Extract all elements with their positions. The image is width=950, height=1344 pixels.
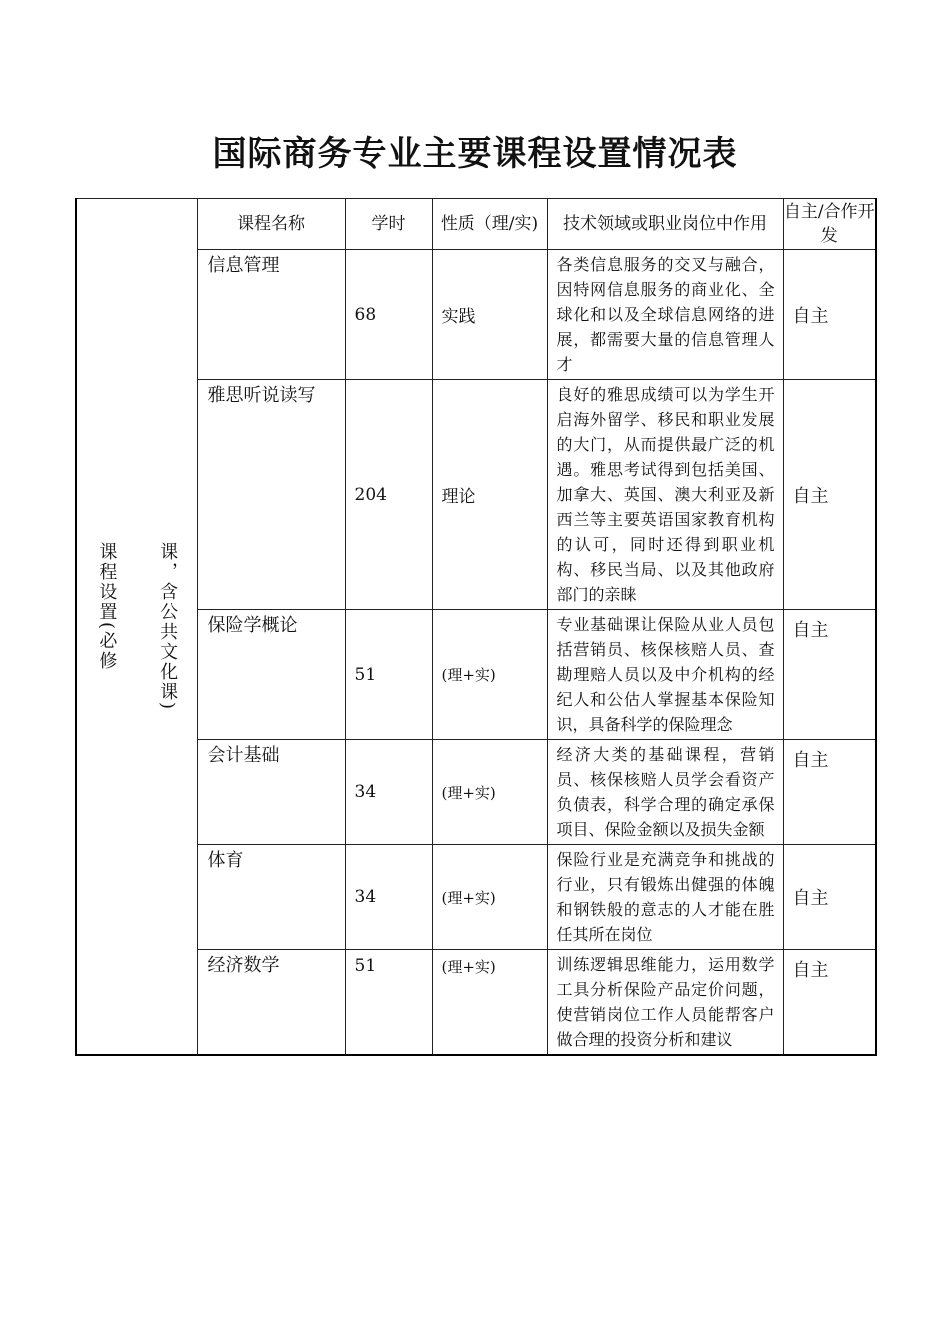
header-development: 自主/合作开发 [783, 199, 876, 250]
header-hours: 学时 [345, 199, 432, 250]
course-name: 会计基础 [197, 740, 345, 845]
course-name: 保险学概论 [197, 610, 345, 740]
course-name: 经济数学 [197, 950, 345, 1056]
course-description: 专业基础课让保险从业人员包括营销员、核保核赔人员、查勘理赔人员以及中介机构的经纪人和公估人掌握基本保险知识，具备科学的保险理念 [547, 610, 783, 740]
course-hours: 34 [345, 740, 432, 845]
category-label-part1: 课程设置(必修 [96, 541, 118, 671]
course-description: 各类信息服务的交叉与融合，因特网信息服务的商业化、全球化和以及全球信息网络的进展，都需要大量的信息管理人才 [547, 250, 783, 380]
course-development: 自主 [783, 845, 876, 950]
course-development: 自主 [783, 950, 876, 1056]
course-table [75, 198, 877, 1056]
course-development: 自主 [783, 610, 876, 740]
header-row [76, 199, 876, 250]
header-course-name: 课程名称 [197, 199, 345, 250]
course-hours: 204 [345, 380, 432, 610]
course-development: 自主 [783, 380, 876, 610]
page-title: 国际商务专业主要课程设置情况表 [212, 134, 738, 174]
course-nature: 理论 [432, 380, 547, 610]
course-nature: (理+实) [432, 950, 547, 1056]
header-nature: 性质（理/实) [432, 199, 547, 250]
category-label-part2: 课，含公共文化课) [157, 541, 179, 711]
course-description: 保险行业是充满竞争和挑战的行业，只有锻炼出健强的体魄和钢铁般的意志的人才能在胜任其所在岗位 [547, 845, 783, 950]
course-hours: 51 [345, 610, 432, 740]
course-hours: 34 [345, 845, 432, 950]
course-hours: 51 [345, 950, 432, 1056]
header-role: 技术领域或职业岗位中作用 [547, 199, 783, 250]
course-description: 经济大类的基础课程，营销员、核保核赔人员学会看资产负债表，科学合理的确定承保项目、保险金额以及损失金额 [547, 740, 783, 845]
course-name: 体育 [197, 845, 345, 950]
category-cell [76, 199, 197, 1056]
course-nature: (理+实) [432, 610, 547, 740]
course-description: 训练逻辑思维能力，运用数学工具分析保险产品定价问题，使营销岗位工作人员能帮客户做合理的投资分析和建议 [547, 950, 783, 1056]
course-nature: 实践 [432, 250, 547, 380]
course-nature: (理+实) [432, 740, 547, 845]
course-nature: (理+实) [432, 845, 547, 950]
course-hours: 68 [345, 250, 432, 380]
course-development: 自主 [783, 250, 876, 380]
course-name: 信息管理 [197, 250, 345, 380]
course-name: 雅思听说读写 [197, 380, 345, 610]
course-development: 自主 [783, 740, 876, 845]
course-description: 良好的雅思成绩可以为学生开启海外留学、移民和职业发展的大门，从而提供最广泛的机遇。雅思考试得到包括美国、加拿大、英国、澳大利亚及新西兰等主要英语国家教育机构的认可，同时还得到职业机构、移民当局、以及其他政府部门的亲睐 [547, 380, 783, 610]
